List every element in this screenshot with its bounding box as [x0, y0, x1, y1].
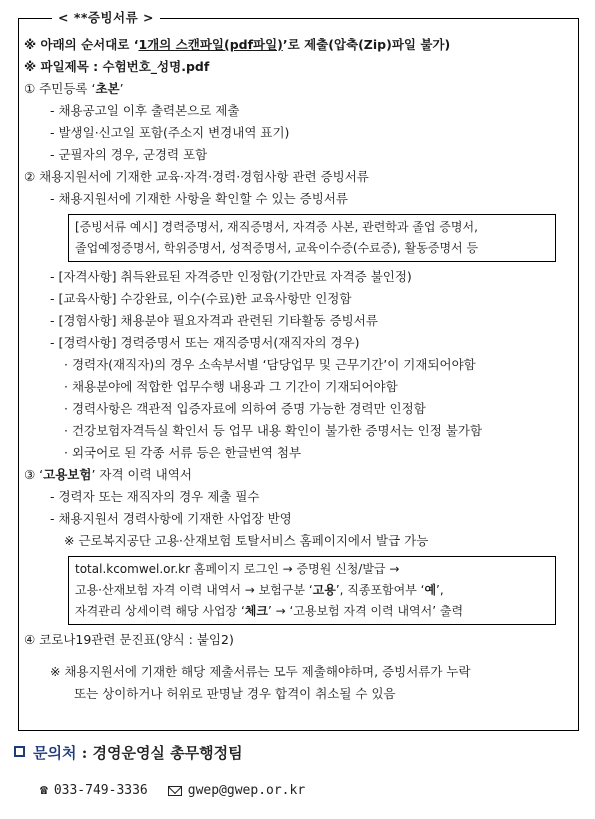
section2-item: - [경험사항] 채용분야 필요자격과 관련된 기타활동 증빙서류 — [50, 313, 378, 328]
email-address[interactable]: gwep@gwep.or.kr — [187, 783, 306, 798]
spacer — [24, 651, 572, 661]
section2-title: ② 채용지원서에 기재한 교육·자격·경력·경험사항 관련 증빙서류 — [24, 169, 369, 184]
square-bullet-icon — [14, 746, 25, 757]
section4-title: ④ 코로나19관련 문진표(양식 : 붙임2) — [24, 632, 234, 647]
section2-subitem: · 건강보험자격득실 확인서 등 업무 내용 확인이 불가한 증명서는 인정 불가함 — [64, 423, 483, 438]
contact-info — [40, 783, 305, 798]
phone-number: 033-749-3336 — [53, 783, 148, 798]
issuance-steps-box — [68, 556, 556, 625]
section3-title: ③ ‘고용보험’ 자격 이력 내역서 — [24, 467, 192, 482]
box-line: 졸업예정증명서, 학위증명서, 성적증명서, 교육이수증(수료증), 활동증명서 등 — [75, 241, 479, 255]
section3-item: - 경력자 또는 재직자의 경우 제출 필수 — [50, 489, 260, 504]
note-1: ※ 아래의 순서대로 ‘1개의 스캔파일(pdf파일)’로 제출(압축(Zip)파일 불가) — [24, 37, 451, 52]
box-line: 자격관리 상세이력 해당 사업장 ‘체크’ → ‘고용보험 자격 이력 내역서’ 출력 — [75, 604, 464, 618]
section2-item: - 채용지원서에 기재한 사항을 확인할 수 있는 증빙서류 — [50, 191, 348, 206]
section1-item: - 발생일·신고일 포함(주소지 변경내역 표기) — [50, 125, 290, 140]
frame-title: < **증빙서류 > — [52, 8, 160, 26]
final-note: ※ 채용지원서에 기재한 해당 제출서류는 모두 제출해야하며, 증빙서류가 누락 — [50, 664, 471, 679]
final-note: 또는 상이하거나 허위로 판명날 경우 합격이 취소될 수 있음 — [74, 686, 396, 701]
box-line: [증빙서류 예시] 경력증명서, 재직증명서, 자격증 사본, 관련학과 졸업 증명서, — [75, 220, 478, 234]
section2-item: - [교육사항] 수강완료, 이수(수료)한 교육사항만 인정함 — [50, 291, 352, 306]
section1-title: ① 주민등록 ‘초본’ — [24, 81, 124, 96]
section2-item: - [경력사항] 경력증명서 또는 재직증명서(재직자의 경우) — [50, 335, 360, 350]
contact-title: 문의처 : 경영운영실 총무행정팀 — [14, 742, 243, 763]
section2-subitem: · 경력사항은 객관적 입증자료에 의하여 증명 가능한 경력만 인정함 — [64, 401, 426, 416]
section3-note: ※ 근로복지공단 고용·산재보험 토탈서비스 홈페이지에서 발급 가능 — [64, 533, 429, 548]
section1-item: - 채용공고일 이후 출력본으로 제출 — [50, 103, 240, 118]
evidence-example-box — [68, 214, 556, 262]
mail-icon — [168, 786, 182, 796]
box-line: 고용·산재보험 자격 이력 내역서 → 보험구분 ‘고용’, 직종포함여부 ‘예’, — [75, 583, 444, 597]
section3-item: - 채용지원서 경력사항에 기재한 사업장 반영 — [50, 511, 292, 526]
section2-subitem: · 외국어로 된 각종 서류 등은 한글번역 첨부 — [64, 445, 302, 460]
box-line: total.kcomwel.or.kr 홈페이지 로그인 → 증명원 신청/발급 → — [75, 562, 400, 576]
section2-subitem: · 채용분야에 적합한 업무수행 내용과 그 기간이 기재되어야함 — [64, 379, 398, 394]
section2-item: - [자격사항] 취득완료된 자격증만 인정함(기간만료 자격증 불인정) — [50, 269, 412, 284]
section2-subitem: · 경력자(재직자)의 경우 소속부서별 ‘담당업무 및 근무기간’이 기재되어야함 — [64, 357, 476, 372]
section1-item: - 군필자의 경우, 군경력 포함 — [50, 147, 208, 162]
note-2: ※ 파일제목 : 수험번호_성명.pdf — [24, 59, 210, 74]
content — [24, 34, 572, 705]
phone-icon: ☎ — [40, 783, 48, 798]
